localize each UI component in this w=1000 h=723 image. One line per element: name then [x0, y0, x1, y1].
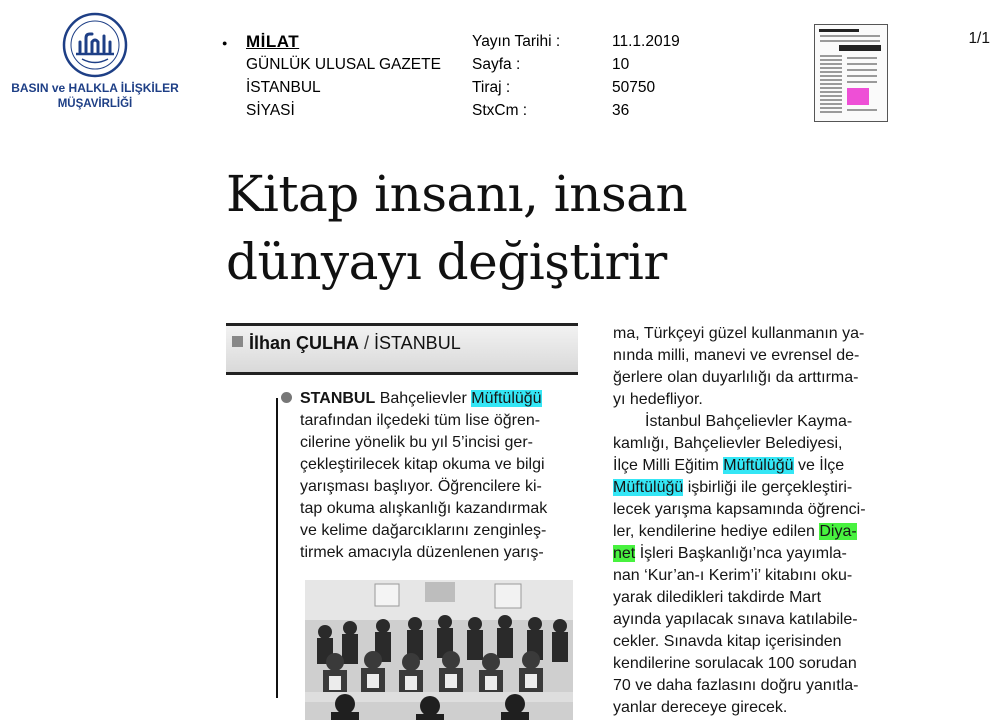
column-rule — [276, 398, 278, 698]
publication-category: SİYASİ — [246, 102, 295, 119]
org-name — [0, 80, 190, 112]
text-line: nında milli, manevi ve evrensel de- — [613, 347, 860, 364]
bullet-icon: ● — [222, 38, 228, 48]
text-line: STANBUL Bahçelievler Müftülüğü — [300, 390, 542, 407]
headline — [226, 160, 846, 296]
text-line: ler, kendilerine hediye edilen Diya- — [613, 523, 857, 540]
text-line: ğerlere olan duyarlılığı da arttırma- — [613, 369, 859, 386]
publication-city: İSTANBUL — [246, 79, 321, 96]
meta-value: 11.1.2019 — [612, 33, 680, 50]
text-line: ayında yapılacak sınava katılabile- — [613, 611, 858, 628]
page-thumbnail — [814, 24, 888, 122]
meta-value: 36 — [612, 102, 630, 119]
text-line: 70 ve daha fazlasını doğru yanıtla- — [613, 677, 859, 694]
text-line: cekler. Sınavda kitap içerisinden — [613, 633, 842, 650]
text-line: Müftülüğü işbirliği ile gerçekleştiri- — [613, 479, 853, 496]
publication-name: MİLAT — [246, 32, 300, 51]
author-name: İlhan ÇULHA — [249, 333, 359, 353]
text-line: tap okuma alışkanlığı kazandırmak — [300, 500, 548, 517]
org-name-line1: BASIN ve HALKLA İLİŞKİLER — [11, 81, 179, 95]
meta-label: StxCm : — [472, 102, 528, 119]
byline-city: İSTANBUL — [374, 333, 461, 353]
text-line: cilerine yönelik bu yıl 5’incisi ger- — [300, 434, 533, 451]
highlighted-keyword: Müftülüğü — [471, 390, 542, 407]
text-line: tarafından ilçedeki tüm lise öğren- — [300, 412, 541, 429]
text-line: İlçe Milli Eğitim Müftülüğü ve İlçe — [613, 457, 845, 474]
meta-values — [612, 30, 680, 122]
highlighted-keyword: Müftülüğü — [613, 479, 684, 496]
text-line: çekleştirilecek kitap okuma ve bilgi — [300, 456, 545, 473]
text-line: yanlar dereceye girecek. — [613, 699, 788, 716]
text-line: yarak diledikleri takdirde Mart — [613, 589, 822, 606]
meta-value: 10 — [612, 56, 630, 73]
text-line: yı hedefliyor. — [613, 391, 703, 408]
text-line: net İşleri Başkanlığı’nca yayımla- — [613, 545, 847, 562]
highlighted-keyword: Diya- — [819, 523, 857, 540]
diyanet-logo — [62, 12, 128, 78]
square-bullet-icon — [232, 336, 243, 347]
highlighted-keyword: net — [613, 545, 636, 562]
meta-label: Yayın Tarihi : — [472, 33, 561, 50]
meta-value: 50750 — [612, 79, 656, 96]
headline-line: dünyayı değiştirir — [226, 233, 667, 291]
page-number: 1/1 — [968, 30, 990, 47]
meta-label: Sayfa : — [472, 56, 521, 73]
text-line: İstanbul Bahçelievler Kayma- — [645, 413, 853, 430]
text-line: nan ‘Kur’an-ı Kerim’i’ kitabını oku- — [613, 567, 853, 584]
article-photo — [305, 580, 573, 720]
headline-line: Kitap insanı, insan — [226, 165, 688, 223]
article-column-1 — [300, 388, 547, 564]
text-line: ve kelime dağarcıklarını zenginleş- — [300, 522, 547, 539]
publication-info — [246, 30, 441, 122]
byline — [232, 333, 461, 354]
text-line: kamlığı, Bahçelievler Belediyesi, — [613, 435, 843, 452]
org-name-line2: MÜŞAVİRLİĞİ — [57, 98, 133, 110]
article-column-2 — [613, 323, 866, 719]
publication-type: GÜNLÜK ULUSAL GAZETE — [246, 56, 441, 73]
text-line: yarışması başlıyor. Öğrencilere ki- — [300, 478, 542, 495]
text-line: lecek yarışma kapsamında öğrenci- — [613, 501, 866, 518]
text-line: ma, Türkçeyi güzel kullanmanın ya- — [613, 325, 865, 342]
text-line: tirmek amacıyla düzenlenen yarış- — [300, 544, 544, 561]
article-location-marker — [847, 88, 869, 105]
meta-label: Tiraj : — [472, 79, 511, 96]
dot-bullet-icon — [281, 392, 292, 403]
text-line: kendilerine sorulacak 100 sorudan — [613, 655, 857, 672]
byline-separator: / — [359, 333, 375, 353]
dateline-city: STANBUL — [300, 390, 376, 407]
meta-labels — [472, 30, 560, 122]
highlighted-keyword: Müftülüğü — [723, 457, 794, 474]
